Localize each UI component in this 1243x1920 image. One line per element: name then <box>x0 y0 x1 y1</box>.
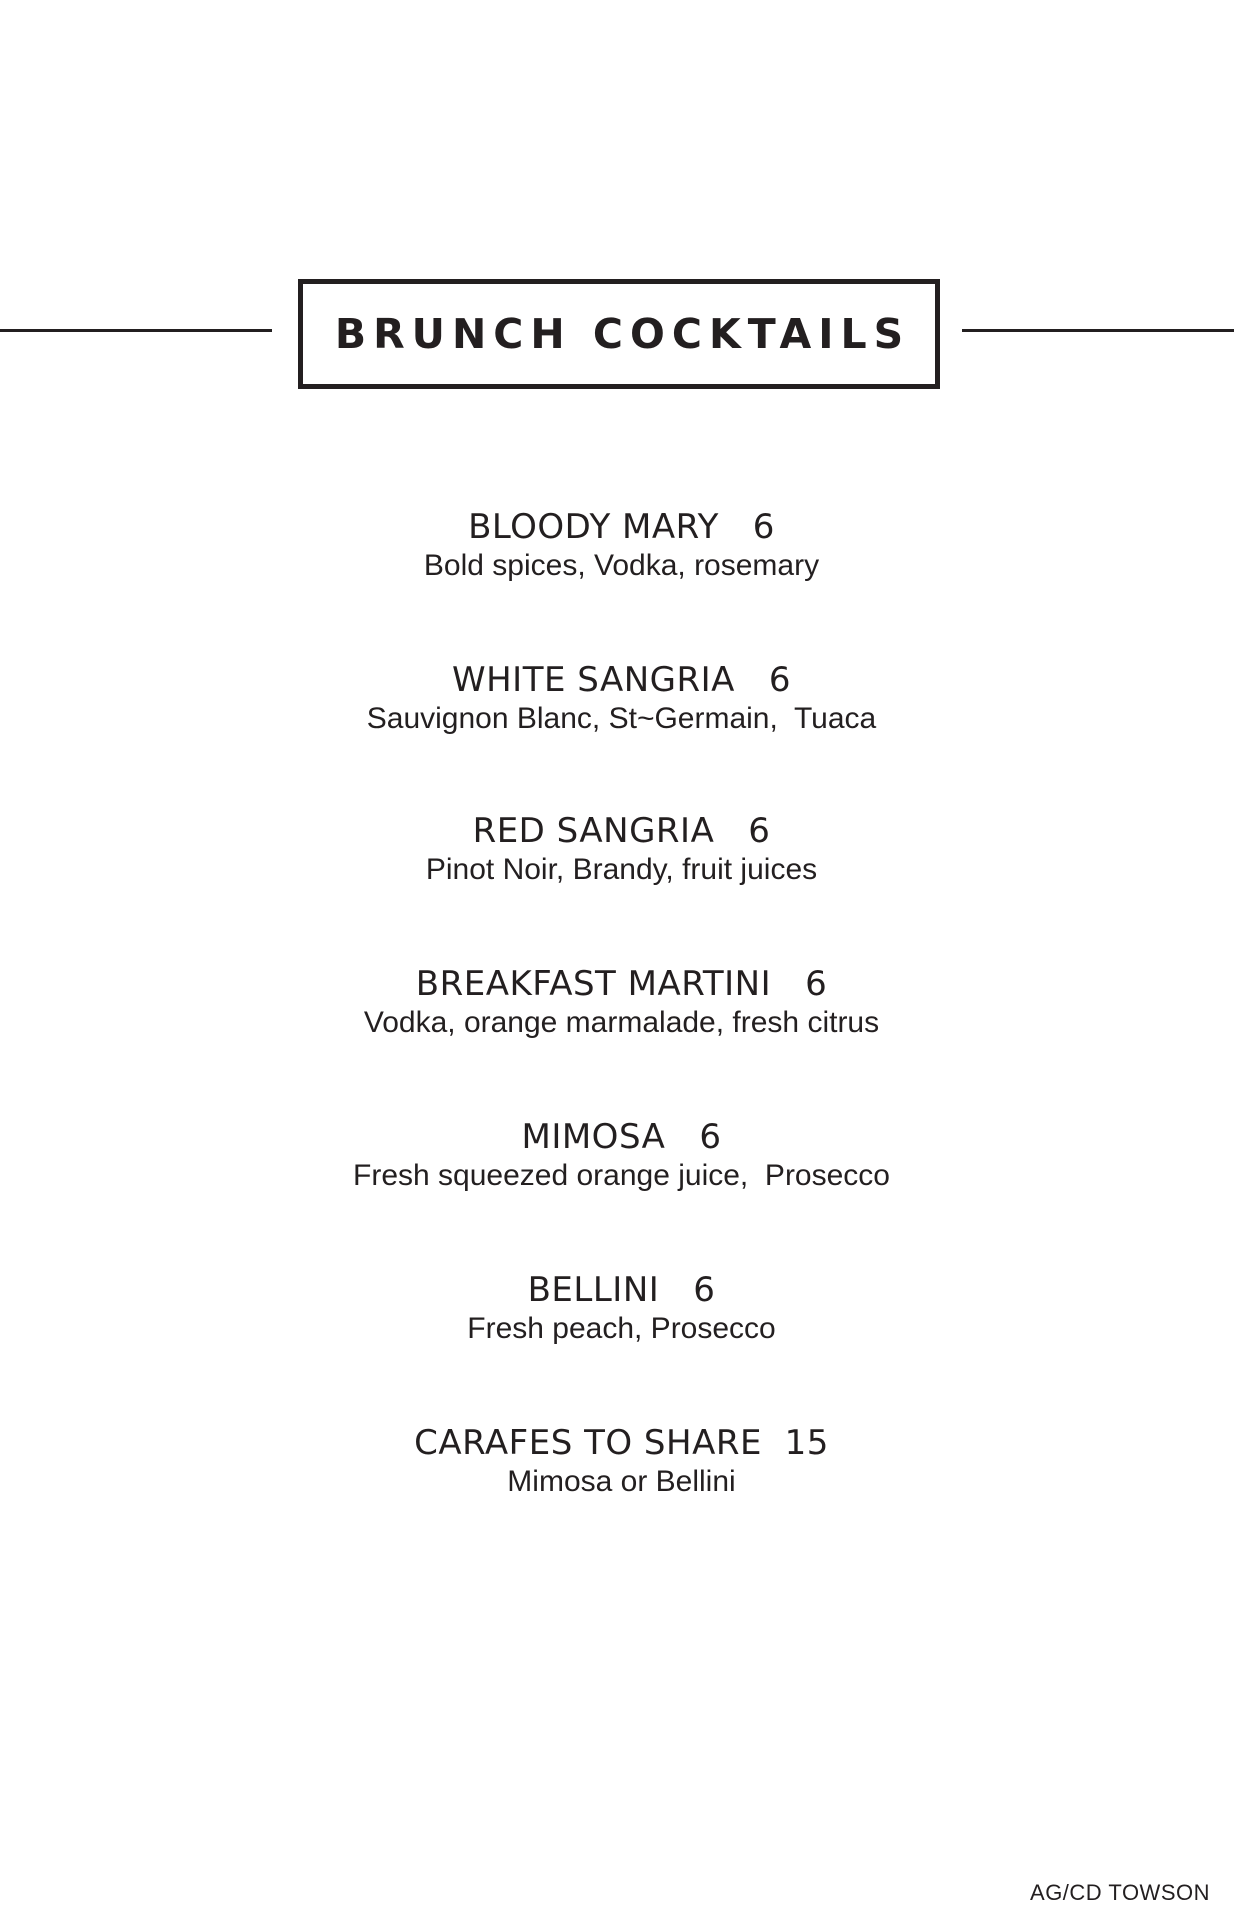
item-price: 6 <box>768 660 791 700</box>
header-rule-left <box>0 329 272 332</box>
title-box <box>298 279 940 389</box>
item-name: BREAKFAST MARTINI <box>415 964 772 1004</box>
menu-item-breakfast-martini <box>0 964 1243 1042</box>
header-rule-right <box>962 329 1234 332</box>
menu-item-carafes-to-share <box>0 1423 1243 1501</box>
item-price: 6 <box>693 1270 716 1310</box>
menu-item-red-sangria <box>0 811 1243 889</box>
menu-item-bellini <box>0 1270 1243 1348</box>
item-price: 15 <box>784 1423 829 1463</box>
item-price: 6 <box>748 811 771 851</box>
item-description: Fresh peach, Prosecco <box>467 1312 776 1345</box>
item-description: Sauvignon Blanc, St~Germain, Tuaca <box>366 702 877 735</box>
page-title: BRUNCH COCKTAILS <box>334 310 911 358</box>
menu-item-white-sangria <box>0 660 1243 738</box>
item-description: Fresh squeezed orange juice, Prosecco <box>353 1159 890 1192</box>
menu-item-mimosa <box>0 1117 1243 1195</box>
item-name: MIMOSA <box>521 1117 666 1157</box>
item-price: 6 <box>805 964 828 1004</box>
item-description: Bold spices, Vodka, rosemary <box>423 549 820 582</box>
item-price: 6 <box>699 1117 722 1157</box>
item-name: BLOODY MARY <box>468 507 719 547</box>
item-name: WHITE SANGRIA <box>451 660 735 700</box>
item-description: Pinot Noir, Brandy, fruit juices <box>425 853 818 886</box>
item-name: CARAFES TO SHARE <box>414 1423 762 1463</box>
menu-item-bloody-mary <box>0 507 1243 585</box>
item-price: 6 <box>752 507 775 547</box>
item-name: BELLINI <box>527 1270 660 1310</box>
item-description: Mimosa or Bellini <box>507 1465 736 1498</box>
item-description: Vodka, orange marmalade, fresh citrus <box>363 1006 880 1039</box>
location-footer: AG/CD TOWSON <box>1030 1880 1210 1905</box>
item-name: RED SANGRIA <box>472 811 715 851</box>
